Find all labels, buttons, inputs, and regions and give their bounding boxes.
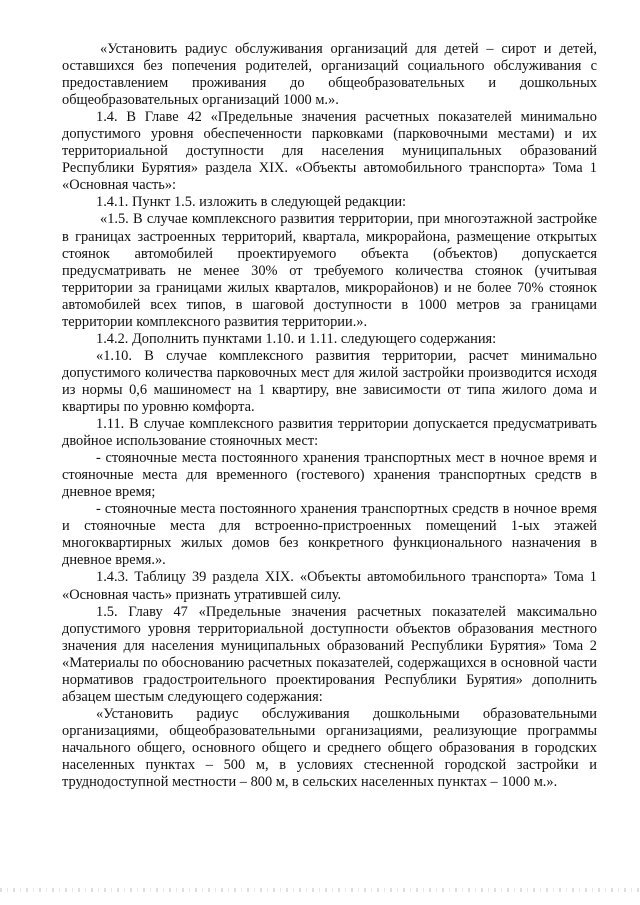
paragraph: 1.4.2. Дополнить пунктами 1.10. и 1.11. следующего содержания: xyxy=(96,330,497,347)
paragraph: 1.5. Главу 47 «Предельные значения расчетных показателей максимально допустимого уровня территориальной доступности объектов образования местного значения для населения муниципальных образований Республики Бурятия» Тома 2 «Материалы по обоснованию расчетных показателей, содержащихся в основной части нормативов градостроительного проектирования Республики Бурятия» дополнить абзацем шестым следующего содержания: xyxy=(62,603,597,705)
paragraph: «1.10. В случае комплексного развития территории, расчет минимально допустимого количества парковочных мест для жилой застройки производится исходя из нормы 0,6 машиномест на 1 квартиру, вне зависимости от типа жилого дома и квартиры по уровню комфорта. xyxy=(62,347,597,415)
paragraph: - стояночные места постоянного хранения транспортных мест в ночное время и стояночные места для временного (гостевого) хранения транспортных средств в дневное время; xyxy=(62,450,597,501)
paragraph: - стояночные места постоянного хранения транспортных средств в ночное время и стояночные места для встроенно-пристроенных помещений 1-ых этажей многоквартирных жилых домов без конкретного функционального назначения в дневное время.». xyxy=(62,501,597,569)
paragraph: «Установить радиус обслуживания дошкольными образовательными организациями, общеобразовательными организациями, реализующие программы начального общего, основного общего и среднего общего образования в городских населенных пунктах – 500 м, в условиях стесненной городской застройки и труднодоступной местности – 800 м, в сельских населенных пунктах – 1000 м.». xyxy=(62,705,597,791)
paragraph: 1.4. В Главе 42 «Предельные значения расчетных показателей минимально допустимого уровня обеспеченности парковками (парковочными местами) и их территориальной доступности для населения муниципальных образований Республики Бурятия» раздела XIX. «Объекты автомобильного транспорта» Тома 1 «Основная часть»: xyxy=(62,109,597,194)
paragraph: 1.4.3. Таблицу 39 раздела XIX. «Объекты автомобильного транспорта» Тома 1 «Основная часть» признать утратившей силу. xyxy=(62,569,597,603)
document-body xyxy=(62,41,597,791)
paragraph: «1.5. В случае комплексного развития территории, при многоэтажной застройке в границах застроенных территорий, квартала, микрорайона, размещение открытых стоянок автомобилей проектируемого объекта (объектов) допускается предусматривать не менее 30% от требуемого количества стоянок (учитывая территории за границами жилых кварталов, микрорайонов) и не более 70% стоянок автомобилей всех типов, в шаговой доступности в 1000 метров за границами территории комплексного развития территории.». xyxy=(62,211,597,330)
paragraph: 1.4.1. Пункт 1.5. изложить в следующей редакции: xyxy=(96,194,407,211)
paragraph: «Установить радиус обслуживания организаций для детей – сирот и детей, оставшихся без попечения родителей, организаций социального обслуживания с предоставлением проживания до общеобразовательных и дошкольных общеобразовательных организаций 1000 м.». xyxy=(62,41,597,109)
paragraph: 1.11. В случае комплексного развития территории допускается предусматривать двойное использование стояночных мест: xyxy=(62,416,597,450)
scan-artifact-line xyxy=(0,888,640,892)
